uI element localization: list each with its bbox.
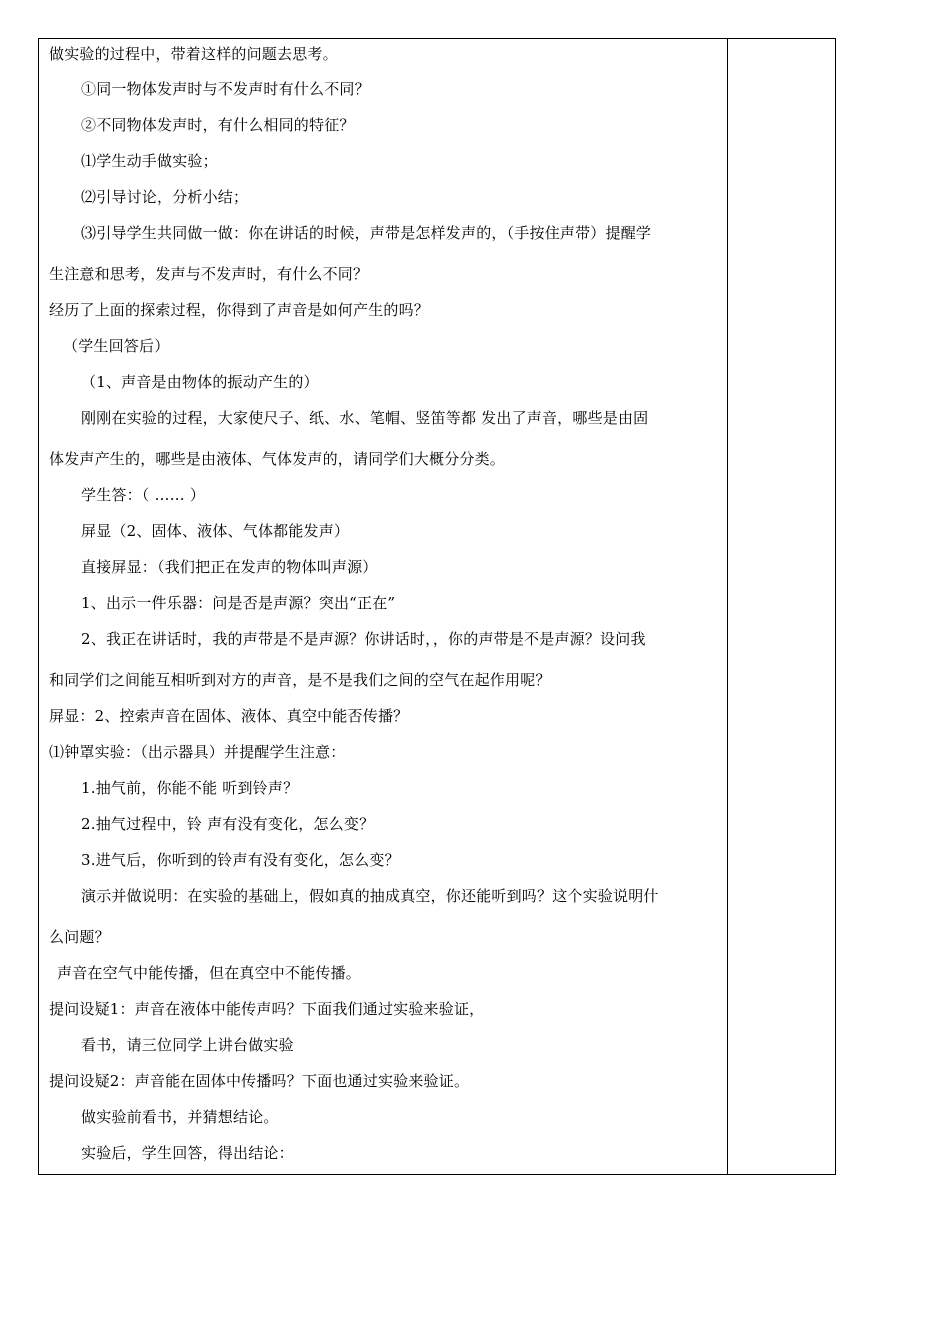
text-line: ②不同物体发声时，有什么相同的特征？ — [81, 116, 355, 134]
text-line: 屏显：2、控索声音在固体、液体、真空中能否传播？ — [49, 707, 409, 725]
lesson-table — [38, 38, 836, 1175]
text-line: 提问设疑2：声音能在固体中传播吗？下面也通过实验来验证。 — [49, 1072, 470, 1090]
notes-cell — [728, 39, 835, 1174]
text-line: （学生回答后） — [63, 337, 170, 355]
text-line: 学生答：（ …… ） — [81, 486, 206, 504]
text-line: 声音在空气中能传播，但在真空中不能传播。 — [57, 964, 362, 982]
text-line: ①同一物体发声时与不发声时有什么不同？ — [81, 80, 370, 98]
text-line: 做实验前看书，并猜想结论。 — [81, 1108, 279, 1126]
text-line: 体发声产生的，哪些是由液体、气体发声的，请同学们大概分分类。 — [49, 450, 506, 468]
text-line: 看书，请三位同学上讲台做实验 — [81, 1036, 294, 1054]
text-line: 1.抽气前，你能不能 听到铃声？ — [81, 779, 299, 797]
text-line: ⑴学生动手做实验； — [81, 152, 218, 170]
text-line: ⑶引导学生共同做一做：你在讲话的时候，声带是怎样发声的，（手按住声带）提醒学 — [81, 224, 652, 242]
text-line: 2.抽气过程中，铃 声有没有变化，怎么变？ — [81, 815, 375, 833]
text-line: 2、我正在讲话时，我的声带是不是声源？你讲话时，，你的声带是不是声源？设问我 — [81, 630, 646, 648]
text-line: 刚刚在实验的过程，大家使尺子、纸、水、笔帽、竖笛等都 发出了声音，哪些是由固 — [81, 409, 649, 427]
text-line: 么问题？ — [49, 928, 110, 946]
text-line: ⑴钟罩实验：（出示器具）并提醒学生注意： — [49, 743, 346, 761]
text-line: （1、声音是由物体的振动产生的） — [81, 373, 319, 391]
text-line: 1、出示一件乐器：问是否是声源？突出“正在” — [81, 594, 396, 612]
text-line: 屏显（2、固体、液体、气体都能发声） — [81, 522, 350, 540]
text-line: ⑵引导讨论，分析小结； — [81, 188, 249, 206]
text-line: 提问设疑1：声音在液体中能传声吗？下面我们通过实验来验证， — [49, 1000, 485, 1018]
text-line: 演示并做说明：在实验的基础上，假如真的抽成真空，你还能听到吗？这个实验说明什 — [81, 887, 659, 905]
text-line: 直接屏显：（我们把正在发声的物体叫声源） — [81, 558, 378, 576]
text-line: 3.进气后，你听到的铃声有没有变化，怎么变？ — [81, 851, 400, 869]
text-line: 和同学们之间能互相听到对方的声音，是不是我们之间的空气在起作用呢？ — [49, 671, 551, 689]
text-line: 实验后，学生回答，得出结论： — [81, 1144, 294, 1162]
text-line: 做实验的过程中，带着这样的问题去思考。 — [49, 45, 338, 63]
lesson-content-cell — [39, 39, 727, 1174]
text-line: 经历了上面的探索过程，你得到了声音是如何产生的吗？ — [49, 301, 430, 319]
text-line: 生注意和思考，发声与不发声时，有什么不同？ — [49, 265, 369, 283]
